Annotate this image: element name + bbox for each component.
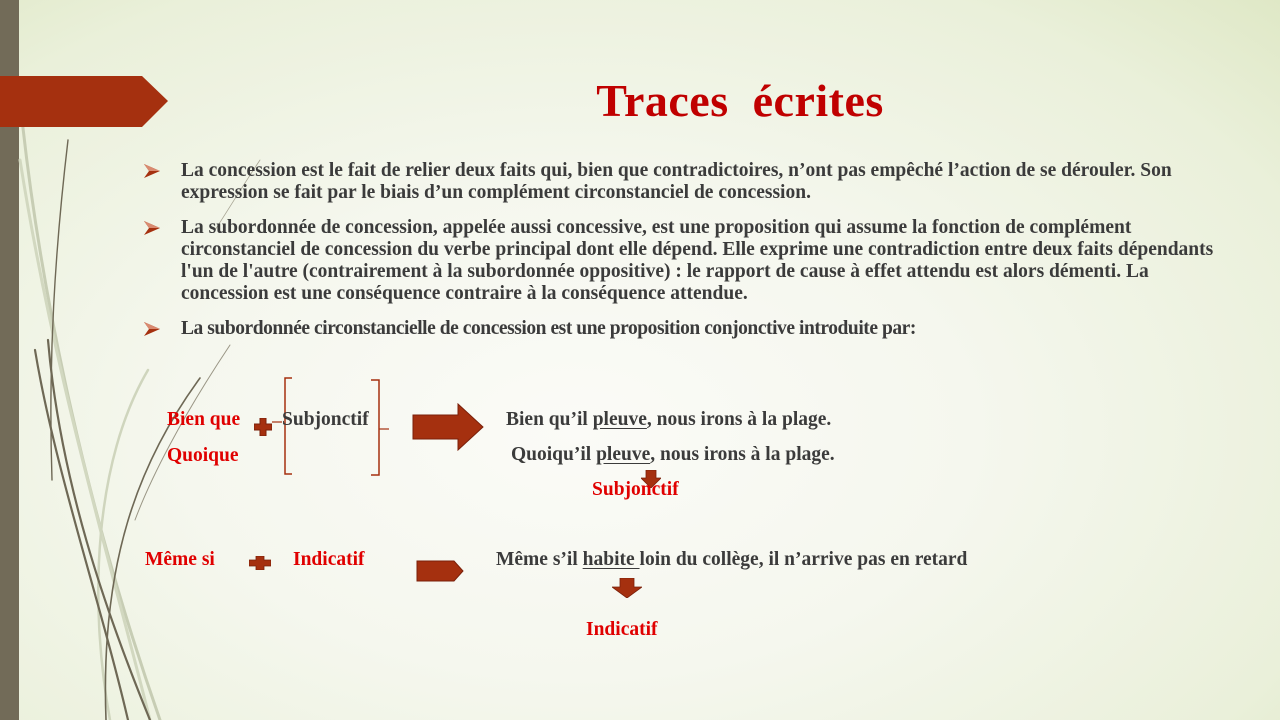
pentagon-arrow-icon [416,560,464,582]
conjunction-bien-que: Bien que [167,409,241,430]
example-sentence-1 [506,409,831,431]
arrowhead-bullet-icon [144,164,162,178]
arrowhead-bullet-icon [144,322,162,336]
conjunction-quoique: Quoique [167,445,239,466]
example-verb: habite [582,549,640,570]
slide-title: Traces écrites [596,75,884,126]
example-text: Bien qu’il [506,409,593,430]
title-tab-shape [0,76,170,128]
bullet-list [144,160,1214,353]
example-text: , nous irons à la plage. [650,444,835,465]
down-arrow-icon [612,578,642,598]
conjunction-meme-si: Même si [145,549,215,570]
bullet-item [144,217,1214,305]
example-text: Quoiqu’il [511,444,597,465]
result-label-subjonctif: Subjonctif [592,479,679,500]
arrowhead-bullet-icon [144,221,162,235]
example-text: loin du collège, il n’arrive pas en retard [639,549,968,570]
plus-icon [249,556,271,570]
mode-indicatif: Indicatif [293,549,365,570]
bullet-item [144,160,1214,204]
example-verb: pleuve [596,444,651,465]
example-sentence-3 [496,549,967,571]
example-verb: pleuve [592,409,647,430]
example-text: Même s’il [496,549,583,570]
right-arrow-icon [412,403,484,451]
example-text: , nous irons à la plage. [646,409,832,430]
bullet-text: La concession est le fait de relier deux faits qui, bien que contradictoires, n’ont pas empêché l’action de se dérouler. Son expression se fait par le biais d’un complément circonstanciel de concession. [181,160,1172,203]
example-sentence-2 [511,444,835,466]
mode-subjonctif: Subjonctif [282,409,369,430]
result-label-indicatif: Indicatif [586,619,658,640]
bullet-item [144,318,1214,340]
bullet-text: La subordonnée de concession, appelée aussi concessive, est une proposition qui assume la fonction de complément circonstanciel de concession du verbe principal dont elle dépend. Elle exprime une contradiction entre deux faits dépendants l'un de l'autre (contrairement à la subordonnée oppositive) : le rapport de cause à effet attendu est alors démenti. La concession est une conséquence contraire à la conséquence attendue. [181,217,1214,304]
bullet-text: La subordonnée circonstancielle de concession est une proposition conjonctive introduite par: [181,318,916,339]
